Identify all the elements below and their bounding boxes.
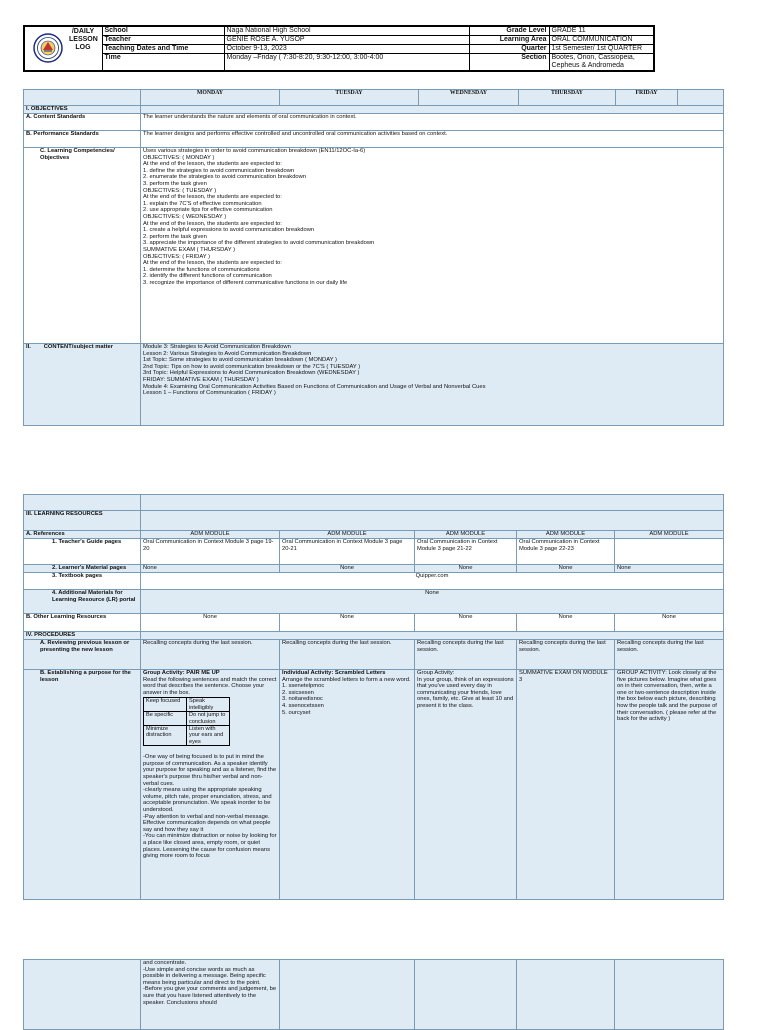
content-line: FRIDAY: SUMMATIVE EXAM ( THURSDAY ) xyxy=(143,376,259,383)
tg-tuesday: Oral Communication in Context Module 3 page 20-21 xyxy=(280,539,415,565)
lm-wednesday: None xyxy=(415,565,517,573)
learners-material-label: 2. Learner's Material pages xyxy=(24,565,141,573)
review-tuesday: Recalling concepts during the last session. xyxy=(280,640,415,670)
objective-line: Uses various strategies in order to avoid communication breakdown (EN11/12OC-Ia-6) xyxy=(143,148,366,154)
time-label: Time xyxy=(102,54,224,72)
adm-monday: ADM MODULE xyxy=(141,531,280,539)
performance-standards-text: The learner designs and performs effective controlled and uncontrolled oral communication activities based on context. xyxy=(141,131,724,148)
adm-tuesday: ADM MODULE xyxy=(280,531,415,539)
header-table xyxy=(23,25,655,72)
content-line: Module 3: Strategies to Avoid Communication Breakdown xyxy=(143,344,291,350)
tg-thursday: Oral Communication in Context Module 3 page 22-23 xyxy=(517,539,615,565)
section-value: Bootes, Orion, Cassiopeia, Cepheus & Andromeda xyxy=(549,54,654,72)
objective-line: 1. define the strategies to avoid communication breakdown xyxy=(143,167,295,174)
objective-line: 3. appreciate the importance of the different strategies to avoid communication breakdown xyxy=(143,240,375,247)
logo-cell xyxy=(24,26,102,71)
content-line: 1st Topic: Some strategies to avoid communication breakdown ( MONDAY ) xyxy=(143,357,337,364)
objective-line: 2. enumerate the strategies to avoid communication breakdown xyxy=(143,174,307,181)
reviewing-label: A. Reviewing previous lesson or presenting the new lesson xyxy=(24,640,141,670)
school-value: Naga National High School xyxy=(224,26,469,36)
textbook-value: Quipper.com xyxy=(141,573,724,590)
content-line: Lesson 2: Various Strategies to Avoid Communication Breakdown xyxy=(143,350,312,357)
content-line: Module 4: Examining Oral Communication Activities Based on Functions of Communication and Usage of Verbal and Nonverbal Cues xyxy=(143,383,486,390)
objective-line: OBJECTIVES: ( TUESDAY ) xyxy=(143,187,217,194)
objective-line: OBJECTIVES: ( WEDNESDAY ) xyxy=(143,213,227,220)
objective-line: At the end of the lesson, the students are expected to: xyxy=(143,220,282,227)
dates-value: October 9-13, 2023 xyxy=(224,45,469,54)
content-line: Lesson 1 – Functions of Communication ( FRIDAY ) xyxy=(143,390,276,397)
area-label: Learning Area xyxy=(469,36,549,45)
lm-monday: None xyxy=(141,565,280,573)
competencies-label: C. Learning Competencies/ Objectives xyxy=(24,148,141,344)
purpose-friday: GROUP ACTIVITY: Look closely at the five pictures below. Imagine what goes on in their conversation, then, write a one or two-sentence description inside the box below each picture, describing how the people talk and the purpose of their conversation. ( please refer at the back for the activity ) xyxy=(615,670,724,900)
school-label: School xyxy=(102,26,224,36)
purpose-tuesday: Individual Activity: Scrambled Letters Arrange the scrambled letters to form a new word. 1. ssenetelpmoc 2. ssicsesen 3. noitaredisnoc 4. ssenocetssen 5. ourcyset xyxy=(280,670,415,900)
continuation-table xyxy=(23,959,724,1030)
lm-tuesday: None xyxy=(280,565,415,573)
deped-seal-icon xyxy=(33,33,63,63)
purpose-monday: Group Activity: PAIR ME UP Read the following sentences and match the correct word that describes the sentence. Choose your answer in the box. Keep focused Speak intelligibly Be specific Do not jump to conclusion Minimize distraction Listen with your ears and eyes -One way of being focused is to put in mind the purpose of communication. As a speaker identify your purpose for speaking and as a listener, find the speaker's purpose thru his/her verbal and non-verbal cues. -clearly means using the appropriate speaking volume, pitch rate, proper enunciation, stress, and acceptable pronunciation. We speak inorder to be understood. -Pay attention to verbal and non-verbal message. Effective communication depends on what people say and how they say it -You can minimize distraction or noise by looking for a place like closed area, empty room, or quiet places. Lessening the cause for confusion means giving more room to focus xyxy=(141,670,280,900)
objective-line: 3. perform the task given xyxy=(143,180,207,187)
objective-line: At the end of the lesson, the students are expected to: xyxy=(143,161,282,168)
purpose-label: B. Establishing a purpose for the lesson xyxy=(24,670,141,900)
objectives-heading: I. OBJECTIVES xyxy=(24,106,141,114)
teacher-label: Teacher xyxy=(102,36,224,45)
resources-heading: III. LEARNING RESOURCES xyxy=(24,511,141,531)
objective-line: SUMMATIVE EXAM ( THURSDAY ) xyxy=(143,246,236,253)
day-header-thursday: THURSDAY xyxy=(519,90,616,106)
adm-thursday: ADM MODULE xyxy=(517,531,615,539)
purpose-thursday: SUMMATIVE EXAM ON MODULE 3 xyxy=(517,670,615,900)
review-thursday: Recalling concepts during the last session. xyxy=(517,640,615,670)
objective-line: 1. determine the functions of communications xyxy=(143,266,260,273)
time-value: Monday –Friday ( 7:30-8:20, 9:30-12:00, 3:00-4:00 xyxy=(224,54,469,72)
purpose-wednesday: Group Activity: In your group, think of an expressions that you've used every day in communicating your friends, love ones, family, etc. Give at least 10 and present it to the class. xyxy=(415,670,517,900)
references-label: A. References xyxy=(24,531,141,539)
performance-standards-label: B. Performance Standards xyxy=(24,131,141,148)
section-label: Section xyxy=(469,54,549,72)
resources-table xyxy=(23,494,724,900)
content-standards-label: A. Content Standards xyxy=(24,114,141,131)
other-thursday: None xyxy=(517,614,615,632)
dates-label: Teaching Dates and Time xyxy=(102,45,224,54)
content-line: 3rd Topic: Helpful Expressions to Avoid Communication Breakdown (WEDNESDAY ) xyxy=(143,370,360,377)
objective-line: 2. identify the different functions of communication xyxy=(143,273,272,280)
review-friday: Recalling concepts during the last session. xyxy=(615,640,724,670)
objective-line: 2. perform the task given xyxy=(143,233,207,240)
day-header-wednesday: WEDNESDAY xyxy=(419,90,519,106)
other-wednesday: None xyxy=(415,614,517,632)
other-resources-label: B. Other Learning Resources xyxy=(24,614,141,632)
grade-label: Grade Level xyxy=(469,26,549,36)
quarter-value: 1st Semester/ 1st QUARTER xyxy=(549,45,654,54)
lm-thursday: None xyxy=(517,565,615,573)
objective-line: OBJECTIVES: ( FRIDAY ) xyxy=(143,253,211,260)
additional-materials-label: 4. Additional Materials for Learning Resource (LR) portal xyxy=(24,590,141,614)
textbook-label: 3. Textbook pages xyxy=(24,573,141,590)
day-header-monday: MONDAY xyxy=(141,90,280,106)
content-line: 2nd Topic: Tips on how to avoid communication breakdown or the 7C'S ( TUESDAY ) xyxy=(143,363,361,370)
tg-friday xyxy=(615,539,724,565)
quarter-label: Quarter xyxy=(469,45,549,54)
teachers-guide-label: 1. Teacher's Guide pages xyxy=(24,539,141,565)
day-header-tuesday: TUESDAY xyxy=(280,90,419,106)
objective-line: 3. recognize the importance of different communicative functions in our daily life xyxy=(143,279,348,286)
content-text xyxy=(141,344,724,426)
objective-line: 1. explain the 7C'S of effective communication xyxy=(143,200,262,207)
review-wednesday: Recalling concepts during the last session. xyxy=(415,640,517,670)
objective-line: 1. create a helpful expressions to avoid communication breakdown xyxy=(143,227,315,234)
objectives-table xyxy=(23,89,724,426)
teacher-value: GENIE ROSE A. YUSOP xyxy=(224,36,469,45)
adm-wednesday: ADM MODULE xyxy=(415,531,517,539)
purpose-monday-continued: and concentrate. -Use simple and concise words as much as possible in delivering a message. Being specific means being particular and direct to the point. -Before you give your comments and judgement, be sure that you have listened attentively to the speaker. Conclusions should xyxy=(141,960,280,1030)
content-label: II. CONTENT/subject matter xyxy=(24,344,141,426)
review-monday: Recalling concepts during the last session. xyxy=(141,640,280,670)
other-monday: None xyxy=(141,614,280,632)
dll-title: /DAILY LESSON LOG xyxy=(69,28,98,51)
day-header-friday: FRIDAY xyxy=(616,90,678,106)
other-tuesday: None xyxy=(280,614,415,632)
tg-monday: Oral Communication in Context Module 3 page 19-20 xyxy=(141,539,280,565)
other-friday: None xyxy=(615,614,724,632)
area-value: ORAL COMMUNICATION xyxy=(549,36,654,45)
objective-line: At the end of the lesson, the students are expected to: xyxy=(143,194,282,201)
lm-friday: None xyxy=(615,565,724,573)
additional-materials-value: None xyxy=(141,590,724,614)
tg-wednesday: Oral Communication in Context Module 3 page 21-22 xyxy=(415,539,517,565)
competencies-text xyxy=(141,148,724,344)
procedures-heading: IV. PROCEDURES xyxy=(24,632,141,640)
objective-line: OBJECTIVES: ( MONDAY ) xyxy=(143,154,215,161)
content-standards-text: The learner understands the nature and elements of oral communication in context. xyxy=(141,114,724,131)
pair-me-up-box: Keep focused Speak intelligibly Be specific Do not jump to conclusion Minimize distraction Listen with your ears and eyes xyxy=(143,697,230,746)
grade-value: GRADE 11 xyxy=(549,26,654,36)
adm-friday: ADM MODULE xyxy=(615,531,724,539)
objective-line: At the end of the lesson, the students are expected to: xyxy=(143,260,282,267)
objective-line: 2. use appropriate tips for effective communication xyxy=(143,207,273,214)
